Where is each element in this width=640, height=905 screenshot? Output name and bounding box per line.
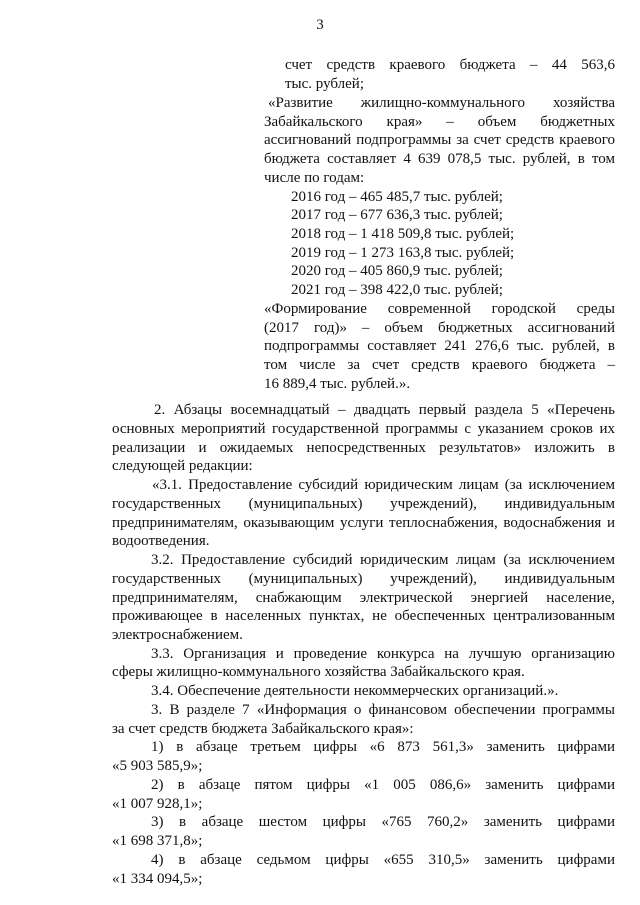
text-line: 2. Абзацы восемнадцатый – двадцать первый раздела 5 «Перечень — [154, 402, 615, 418]
text-line: «Развитие жилищно-коммунального хозяйства — [268, 95, 615, 111]
text-line: 1) в абзаце третьем цифры «6 873 561,3» заменить цифрами — [151, 739, 615, 755]
text-line: 4) в абзаце седьмом цифры «655 310,5» заменить цифрами — [151, 852, 615, 868]
text-line: 2020 год – 405 860,9 тыс. рублей; — [291, 263, 503, 279]
text-line: сферы жилищно-коммунального хозяйства Забайкальского края. — [112, 664, 525, 680]
text-line: (2017 год)» – объем бюджетных ассигнований — [264, 320, 615, 336]
text-line: 16 889,4 тыс. рублей.». — [264, 376, 411, 392]
text-line: 3) в абзаце шестом цифры «765 760,2» заменить цифрами — [151, 814, 615, 830]
text-line: том числе за счет средств краевого бюджета – — [264, 357, 615, 373]
text-line: 2) в абзаце пятом цифры «1 005 086,6» заменить цифрами — [151, 777, 615, 793]
text-line: 2016 год – 465 485,7 тыс. рублей; — [291, 189, 503, 205]
text-line: 2021 год – 398 422,0 тыс. рублей; — [291, 282, 503, 298]
text-line: счет средств краевого бюджета – 44 563,6 — [285, 57, 615, 73]
page-number: 3 — [316, 17, 324, 33]
text-line: за счет средств бюджета Забайкальского края»: — [112, 721, 414, 737]
text-line: следующей редакции: — [112, 458, 253, 474]
text-line: реализации и ожидаемых непосредственных результатов» изложить в — [112, 440, 615, 456]
text-line: Забайкальского края» – объем бюджетных — [264, 114, 615, 130]
text-line: «Формирование современной городской среды — [264, 301, 615, 317]
text-line: ассигнований подпрограммы за счет средств краевого — [264, 132, 615, 148]
text-line: тыс. рублей; — [285, 76, 364, 92]
text-line: 2018 год – 1 418 509,8 тыс. рублей; — [291, 226, 515, 242]
text-line: электроснабжением. — [112, 627, 243, 643]
text-line: «1 698 371,8»; — [112, 833, 203, 849]
text-line: «3.1. Предоставление субсидий юридическим лицам (за исключением — [152, 477, 615, 493]
text-line: 3.3. Организация и проведение конкурса на лучшую организацию — [151, 646, 615, 662]
text-line: числе по годам: — [264, 170, 365, 186]
text-line: 2019 год – 1 273 163,8 тыс. рублей; — [291, 245, 515, 261]
text-line: 2017 год – 677 636,3 тыс. рублей; — [291, 207, 503, 223]
text-line: «1 007 928,1»; — [112, 796, 203, 812]
text-line: проживающее в населенных пунктах, не обеспеченных централизованным — [112, 608, 615, 624]
text-line: 3.2. Предоставление субсидий юридическим лицам (за исключением — [151, 552, 615, 568]
text-line: «5 903 585,9»; — [112, 758, 203, 774]
text-line: предпринимателям, снабжающим электрической энергией население, — [112, 590, 615, 606]
text-line: государственных (муниципальных) учреждений), индивидуальным — [112, 496, 615, 512]
text-line: водоотведения. — [112, 533, 210, 549]
text-line: 3. В разделе 7 «Информация о финансовом обеспечении программы — [151, 702, 615, 718]
text-line: основных мероприятий государственной программы с указанием сроков их — [112, 421, 615, 437]
text-line: предпринимателям, оказывающим услуги теплоснабжения, водоснабжения и — [112, 515, 615, 531]
text-line: бюджета составляет 4 639 078,5 тыс. рублей, в том — [264, 151, 615, 167]
text-line: «1 334 094,5»; — [112, 871, 203, 887]
text-line: государственных (муниципальных) учреждений), индивидуальным — [112, 571, 615, 587]
text-line: 3.4. Обеспечение деятельности некоммерческих организаций.». — [151, 683, 559, 699]
text-line: подпрограммы составляет 241 276,6 тыс. рублей, в — [264, 338, 615, 354]
